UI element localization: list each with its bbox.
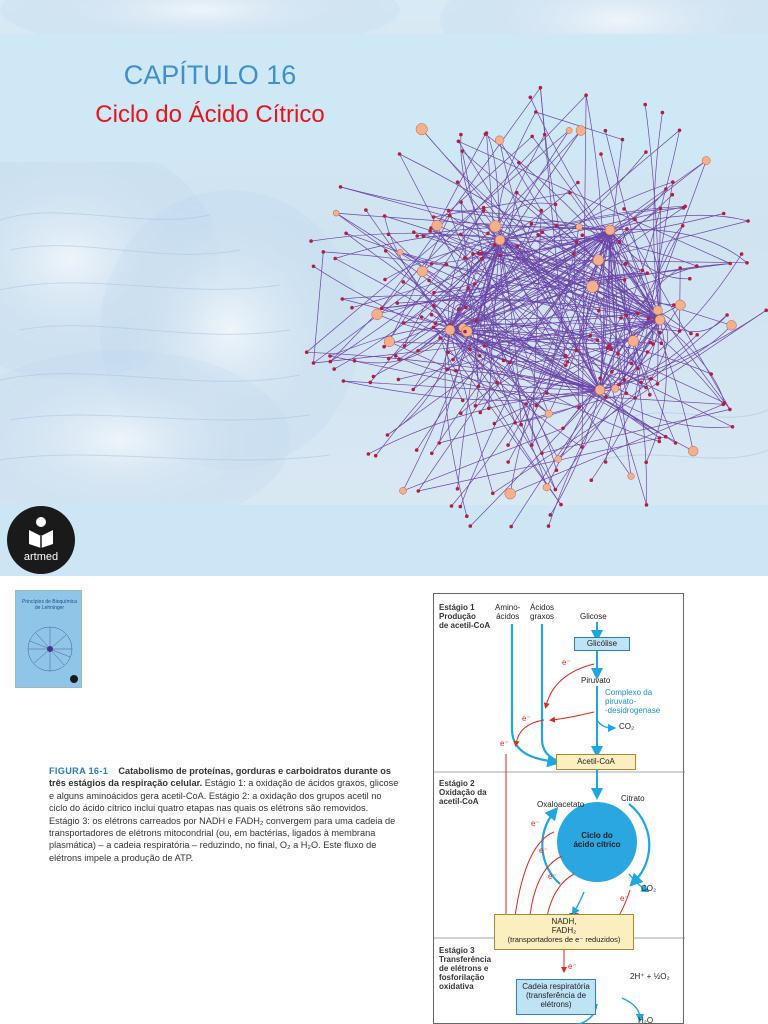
stage-1-text: Estágio 1 Produção de acetil-CoA — [439, 603, 491, 630]
electron-label-1: e⁻ — [562, 658, 571, 667]
electron-label-7: e⁻ — [620, 894, 629, 903]
fattyacids-label: Ácidos graxos — [530, 603, 555, 621]
caption-body: Estágio 1: a oxidação de ácidos graxos, glicose e alguns aminoácidos gera acetil-CoA. Estágio 2: a oxidação dos grupos acetil no ciclo do ácido cítrico inclui quatro etapas nas quais os elétrons são removidos. Estágio 3: os elétrons carreados por NADH e FADH₂ convergem para uma cadeia de transportadores de elétrons mitocondrial (ou, em bactérias, ligados à membrana plasmática) – a cadeia respiratória – reduzindo, no final, O₂ a H₂O. Este fluxo de elétrons impele a produção de ATP. — [49, 778, 399, 863]
nadh-label: NADH, FADH₂ — [551, 917, 577, 935]
glycolysis-box: Glicólise — [574, 637, 630, 651]
chapter-subtitle: Ciclo do Ácido Cítrico — [95, 101, 325, 128]
stage-2-text: Estágio 2 Oxidação da acetil-CoA — [439, 779, 487, 806]
electron-label-2: e⁻ — [522, 714, 531, 723]
co2-label-1: CO₂ — [619, 722, 635, 731]
carriers-label: (transportadores de e⁻ reduzidos) — [507, 935, 621, 944]
co2-label-3: CO₂ — [641, 884, 657, 893]
electron-label-5: e⁻ — [539, 846, 548, 855]
respiratory-chain-box: Cadeia respiratória (transferência de elétrons) — [516, 979, 596, 1015]
electron-label-4: e⁻ — [531, 819, 540, 828]
metabolic-network-graphic — [300, 60, 768, 550]
figure-label: FIGURA 16-1 — [49, 766, 109, 776]
pdh-label: Complexo da piruvato- -desidrogenase — [605, 688, 661, 715]
caption-title: Catabolismo de proteínas, gorduras e carboidratos durante os três estágios da respiração celular. — [49, 766, 391, 789]
electron-label-3: e⁻ — [500, 739, 509, 748]
artmed-logo — [7, 506, 75, 574]
pyruvate-label: Piruvato — [581, 676, 611, 685]
stage-3-label — [439, 946, 499, 991]
chapter-title: CAPÍTULO 16 — [123, 60, 297, 90]
reader-icon — [24, 514, 58, 548]
electron-label-6: e⁻ — [548, 872, 557, 881]
citric-cycle-label: Ciclo do ácido cítrico — [573, 831, 621, 849]
electron-label-8: e⁻ — [568, 962, 577, 971]
nadh-carriers-box — [494, 914, 634, 950]
glucose-label: Glicose — [580, 612, 607, 621]
figure-caption — [49, 765, 399, 864]
aminoacids-label: Amino- ácidos — [495, 603, 521, 621]
stage-2-label — [439, 779, 499, 806]
logo-text: artmed — [23, 551, 59, 563]
book-title: Princípios de Bioquímica de Lehninger — [21, 599, 78, 611]
stage-3-text: Estágio 3 Transferência de elétrons e fosforilação oxidativa — [439, 946, 492, 991]
citrate-label: Citrato — [621, 794, 645, 803]
oxaloacetate-label: Oxaloacetato — [537, 800, 585, 809]
book-cover-graphic — [16, 591, 82, 688]
acetylcoa-box: Acetil-CoA — [556, 754, 636, 770]
water-label: H₂O — [638, 1016, 654, 1024]
stage-1-label — [439, 603, 499, 630]
oxygen-label: 2H⁺ + ½O₂ — [630, 972, 670, 981]
book-cover-thumbnail — [15, 590, 82, 688]
respiration-stages-figure — [433, 593, 684, 1024]
